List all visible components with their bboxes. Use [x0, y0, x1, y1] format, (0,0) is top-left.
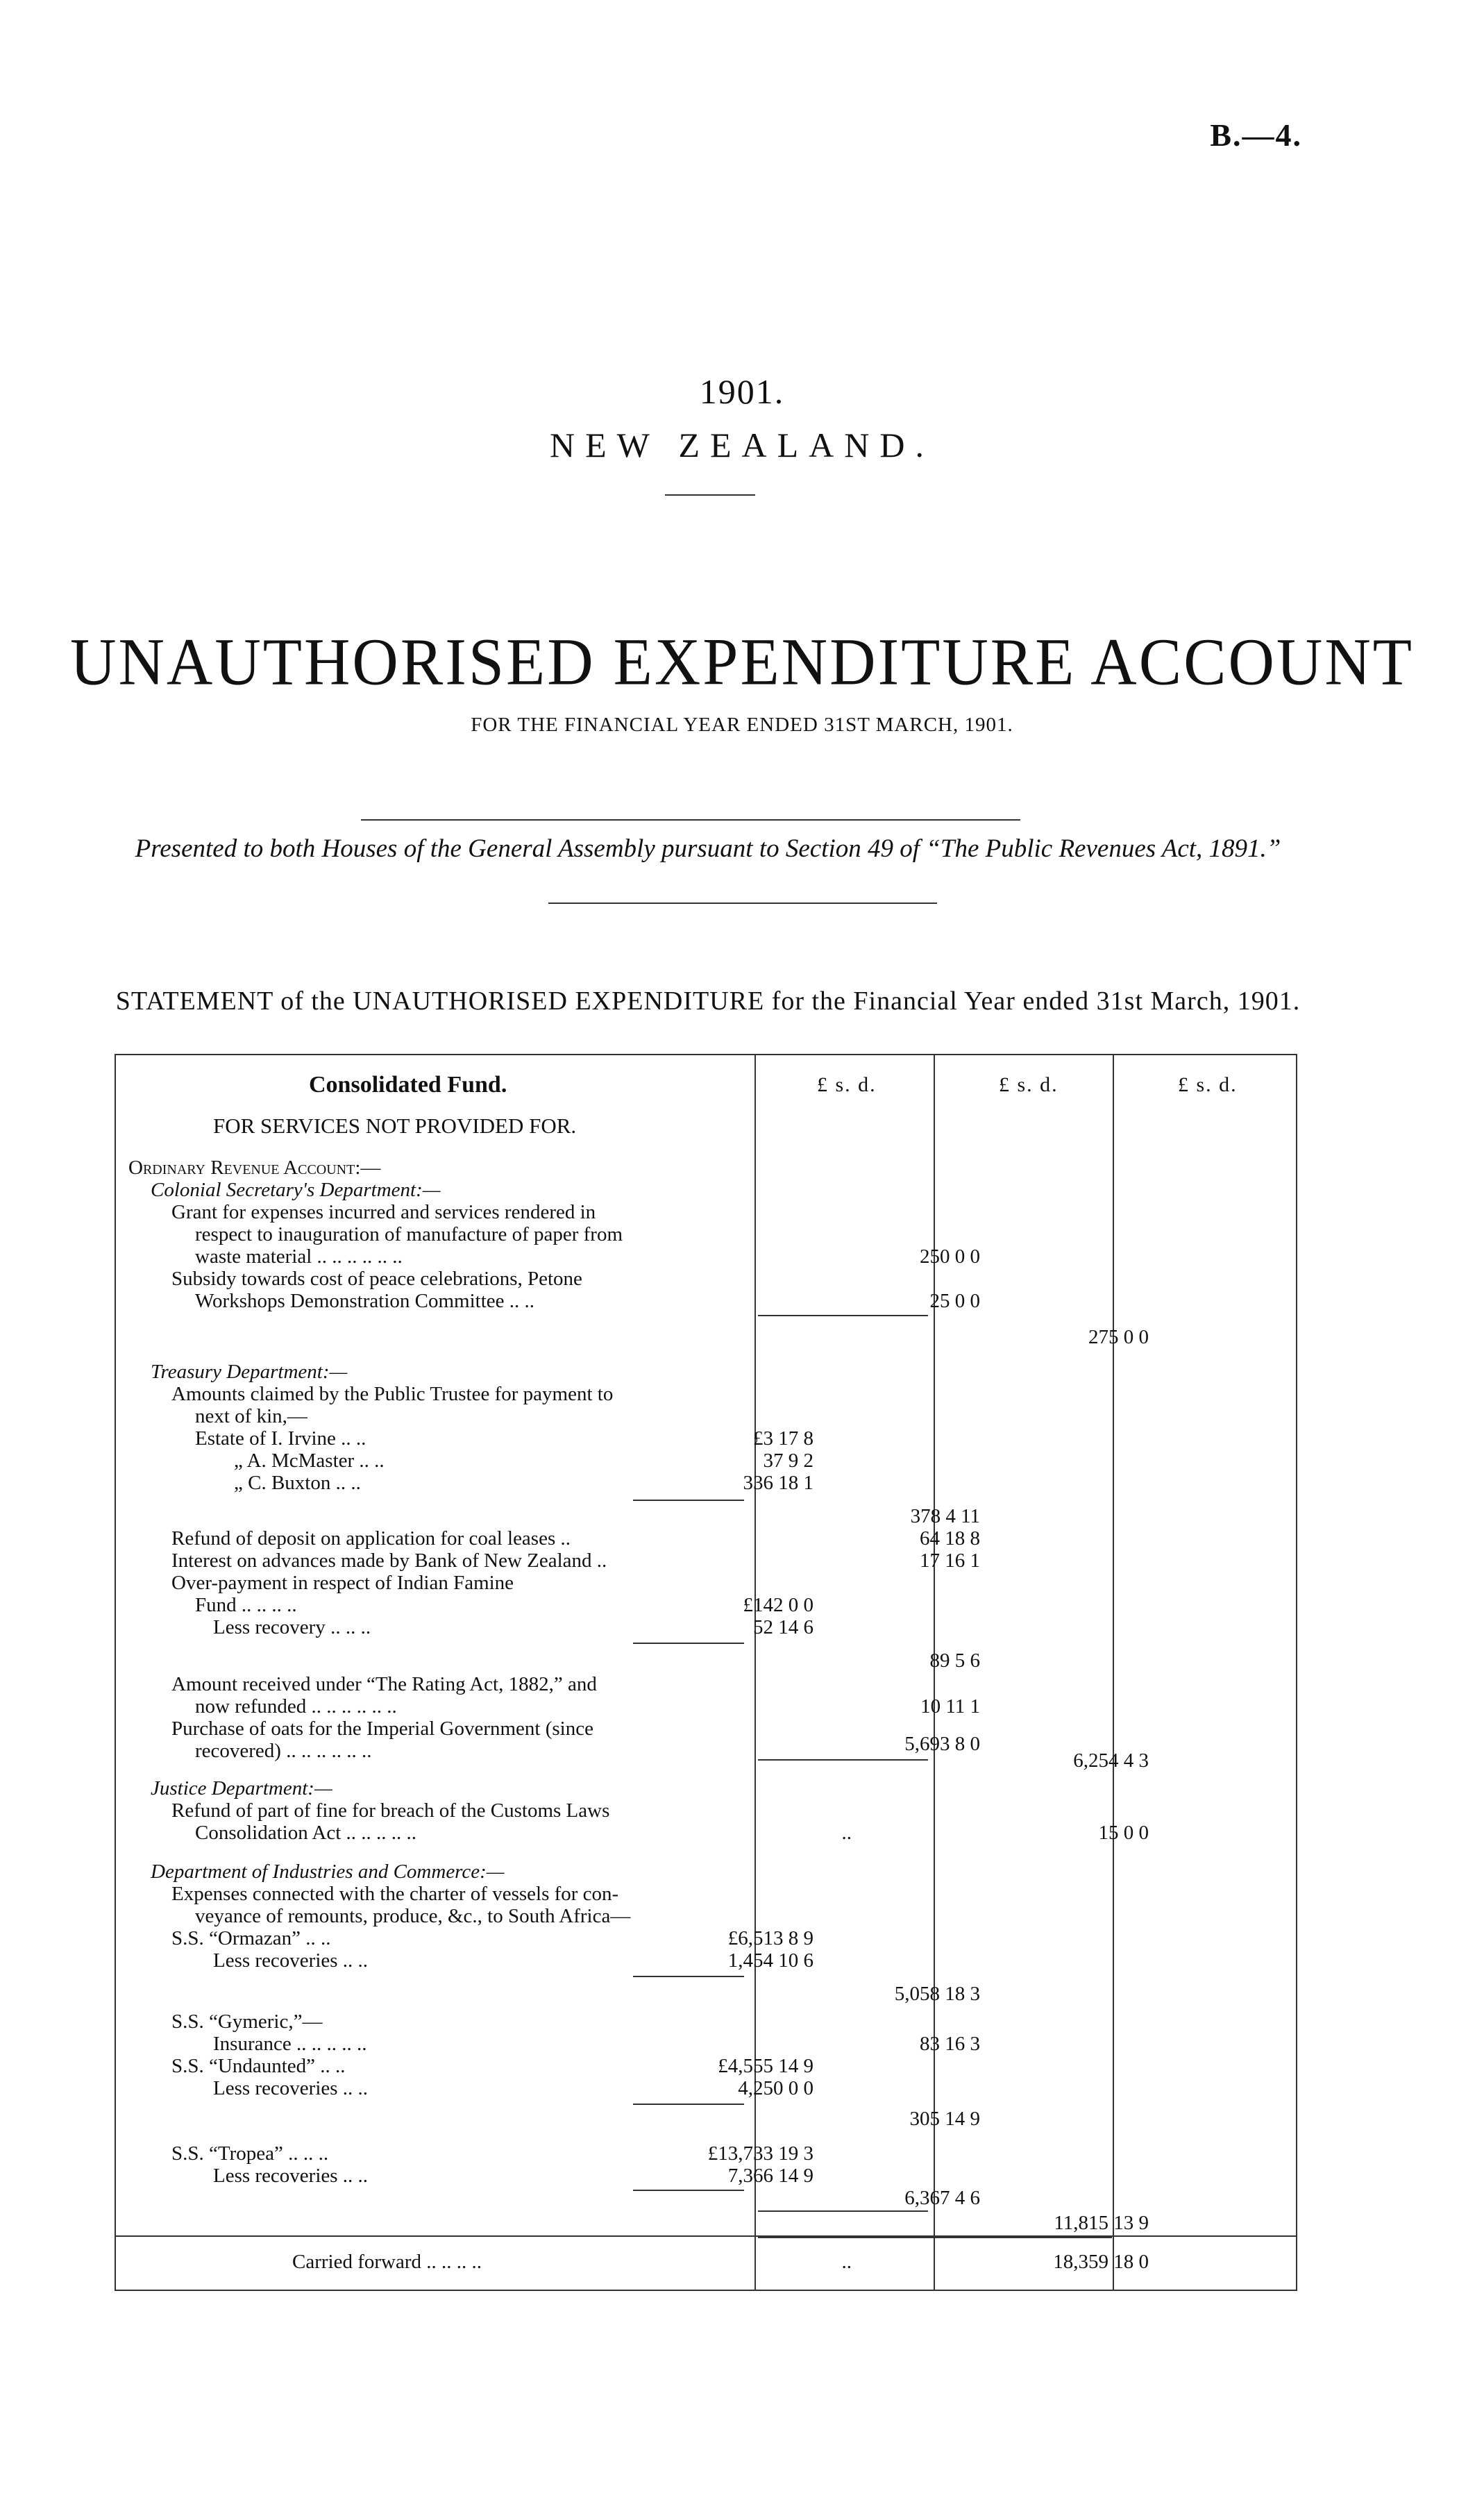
irvine-value: £3 17 8 [753, 1427, 813, 1450]
ordinary-revenue-heading: Ordinary Revenue Account:— [128, 1157, 381, 1179]
colonial-line-4: Subsidy towards cost of peace celebrations, Petone [171, 1268, 582, 1290]
justice-heading: Justice Department:— [151, 1777, 332, 1799]
insurance-value: 83 16 3 [920, 2033, 980, 2055]
page-reference: B.—4. [1210, 117, 1302, 153]
tropea-rule [633, 2190, 744, 2191]
industries-heading: Department of Industries and Commerce:— [151, 1861, 505, 1883]
column-divider-3 [1113, 1055, 1114, 2235]
rating-line-2: now refunded .. .. .. .. .. .. [195, 1695, 397, 1718]
industries-rule [758, 2210, 928, 2212]
mcmaster-line: „ A. McMaster .. .. [234, 1450, 385, 1472]
col-header-1: £ s. d. [817, 1073, 877, 1096]
undaunted-net: 305 14 9 [909, 2108, 980, 2130]
undaunted-less-value: 4,250 0 0 [738, 2077, 813, 2099]
carried-forward-total: 18,359 18 0 [1053, 2251, 1149, 2273]
justice-line-1: Refund of part of fine for breach of the Customs Laws [171, 1799, 610, 1822]
fund-heading: Consolidated Fund. [309, 1072, 507, 1098]
colonial-rule [758, 1315, 928, 1316]
treasury-line-1: Amounts claimed by the Public Trustee for payment to [171, 1383, 614, 1405]
undaunted-less-line: Less recoveries .. .. [213, 2077, 369, 2099]
famine-value: £142 0 0 [743, 1594, 813, 1616]
column-divider-2 [934, 1055, 935, 2235]
carried-forward-row [115, 2234, 1297, 2291]
insurance-line: Insurance .. .. .. .. .. [213, 2033, 367, 2055]
buxton-line: „ C. Buxton .. .. [234, 1472, 361, 1494]
famine-line-2: Fund .. .. .. .. [195, 1594, 297, 1616]
ormazan-line: S.S. “Ormazan” .. .. [171, 1927, 331, 1949]
colonial-line-3: waste material .. .. .. .. .. .. [195, 1245, 403, 1268]
coal-line: Refund of deposit on application for coal leases .. [171, 1527, 571, 1550]
buxton-value: 336 18 1 [743, 1472, 813, 1494]
kin-total: 378 4 11 [910, 1505, 980, 1527]
presented-top-rule [361, 819, 1020, 821]
tropea-less-value: 7,366 14 9 [727, 2165, 813, 2187]
colonial-heading: Colonial Secretary's Department:— [151, 1179, 441, 1201]
treasury-heading: Treasury Department:— [151, 1361, 348, 1383]
carried-forward-dots: .. [841, 2251, 852, 2273]
justice-dots: .. [841, 1822, 852, 1844]
ormazan-value: £6,513 8 9 [727, 1927, 813, 1949]
rating-line-1: Amount received under “The Rating Act, 1882,” and [171, 1673, 597, 1695]
carried-divider-1 [754, 2234, 756, 2290]
treasury-rule [758, 1759, 928, 1761]
document-subtitle: FOR THE FINANCIAL YEAR ENDED 31ST MARCH, 1901. [471, 714, 1013, 736]
oats-line-1: Purchase of oats for the Imperial Government (since [171, 1718, 593, 1740]
colonial-line-2: respect to inauguration of manufacture of paper from [195, 1223, 623, 1245]
famine-less-line: Less recovery .. .. .. [213, 1616, 371, 1638]
interest-line: Interest on advances made by Bank of New Zealand .. [171, 1550, 607, 1572]
col-header-2: £ s. d. [999, 1073, 1059, 1096]
colonial-line-1: Grant for expenses incurred and services rendered in [171, 1201, 596, 1223]
industries-line-2: veyance of remounts, produce, &c., to South Africa— [195, 1905, 631, 1927]
colonial-value-2: 25 0 0 [929, 1290, 980, 1312]
coal-value: 64 18 8 [920, 1527, 980, 1550]
treasury-total: 6,254 4 3 [1073, 1749, 1149, 1772]
title-divider [665, 494, 755, 496]
ormazan-net: 5,058 18 3 [894, 1983, 980, 2005]
presented-bottom-rule [548, 903, 937, 904]
colonial-total: 275 0 0 [1088, 1326, 1149, 1348]
ormazan-rule [633, 1976, 744, 1977]
mcmaster-value: 37 9 2 [763, 1450, 813, 1472]
famine-line-1: Over-payment in respect of Indian Famine [171, 1572, 514, 1594]
expenditure-table [115, 1054, 1297, 2237]
tropea-value: £13,733 19 3 [707, 2142, 813, 2165]
col-header-3: £ s. d. [1178, 1073, 1238, 1096]
justice-total: 15 0 0 [1098, 1822, 1149, 1844]
undaunted-line: S.S. “Undaunted” .. .. [171, 2055, 346, 2077]
statement-heading: STATEMENT of the UNAUTHORISED EXPENDITURE for the Financial Year ended 31st March, 1901. [115, 987, 1301, 1016]
colonial-value-1: 250 0 0 [920, 1245, 980, 1268]
justice-line-2: Consolidation Act .. .. .. .. .. [195, 1822, 416, 1844]
tropea-net: 6,367 4 6 [904, 2187, 980, 2209]
kin-rule [633, 1500, 744, 1501]
ormazan-less-value: 1,454 10 6 [727, 1949, 813, 1972]
tropea-less-line: Less recoveries .. .. [213, 2165, 369, 2187]
presented-note: Presented to both Houses of the General Assembly pursuant to Section 49 of “The Public Revenues Act, 1891.” [135, 834, 1281, 863]
carried-divider-2 [934, 2234, 935, 2290]
oats-line-2: recovered) .. .. .. .. .. .. [195, 1740, 372, 1762]
services-heading: FOR SERVICES NOT PROVIDED FOR. [213, 1114, 577, 1138]
treasury-line-2: next of kin,— [195, 1405, 307, 1427]
industries-total: 11,815 13 9 [1054, 2212, 1149, 2234]
rating-value: 10 11 1 [920, 1695, 980, 1718]
gymeric-line: S.S. “Gymeric,”— [171, 2011, 323, 2033]
famine-less-value: 52 14 6 [753, 1616, 813, 1638]
undaunted-value: £4,555 14 9 [718, 2055, 813, 2077]
colonial-line-5: Workshops Demonstration Committee .. .. [195, 1290, 535, 1312]
document-year: 1901. [699, 372, 785, 411]
tropea-line: S.S. “Tropea” .. .. .. [171, 2142, 329, 2165]
famine-net: 89 5 6 [929, 1650, 980, 1672]
carried-forward-label: Carried forward .. .. .. .. [292, 2251, 482, 2273]
undaunted-rule [633, 2104, 744, 2105]
interest-value: 17 16 1 [920, 1550, 980, 1572]
industries-line-1: Expenses connected with the charter of vessels for con- [171, 1883, 619, 1905]
document-title: UNAUTHORISED EXPENDITURE ACCOUNT [70, 624, 1414, 699]
irvine-line: Estate of I. Irvine .. .. [195, 1427, 366, 1450]
ormazan-less-line: Less recoveries .. .. [213, 1949, 369, 1972]
country-heading: NEW ZEALAND. [550, 426, 934, 464]
oats-value: 5,693 8 0 [904, 1733, 980, 1755]
famine-rule [633, 1643, 744, 1644]
